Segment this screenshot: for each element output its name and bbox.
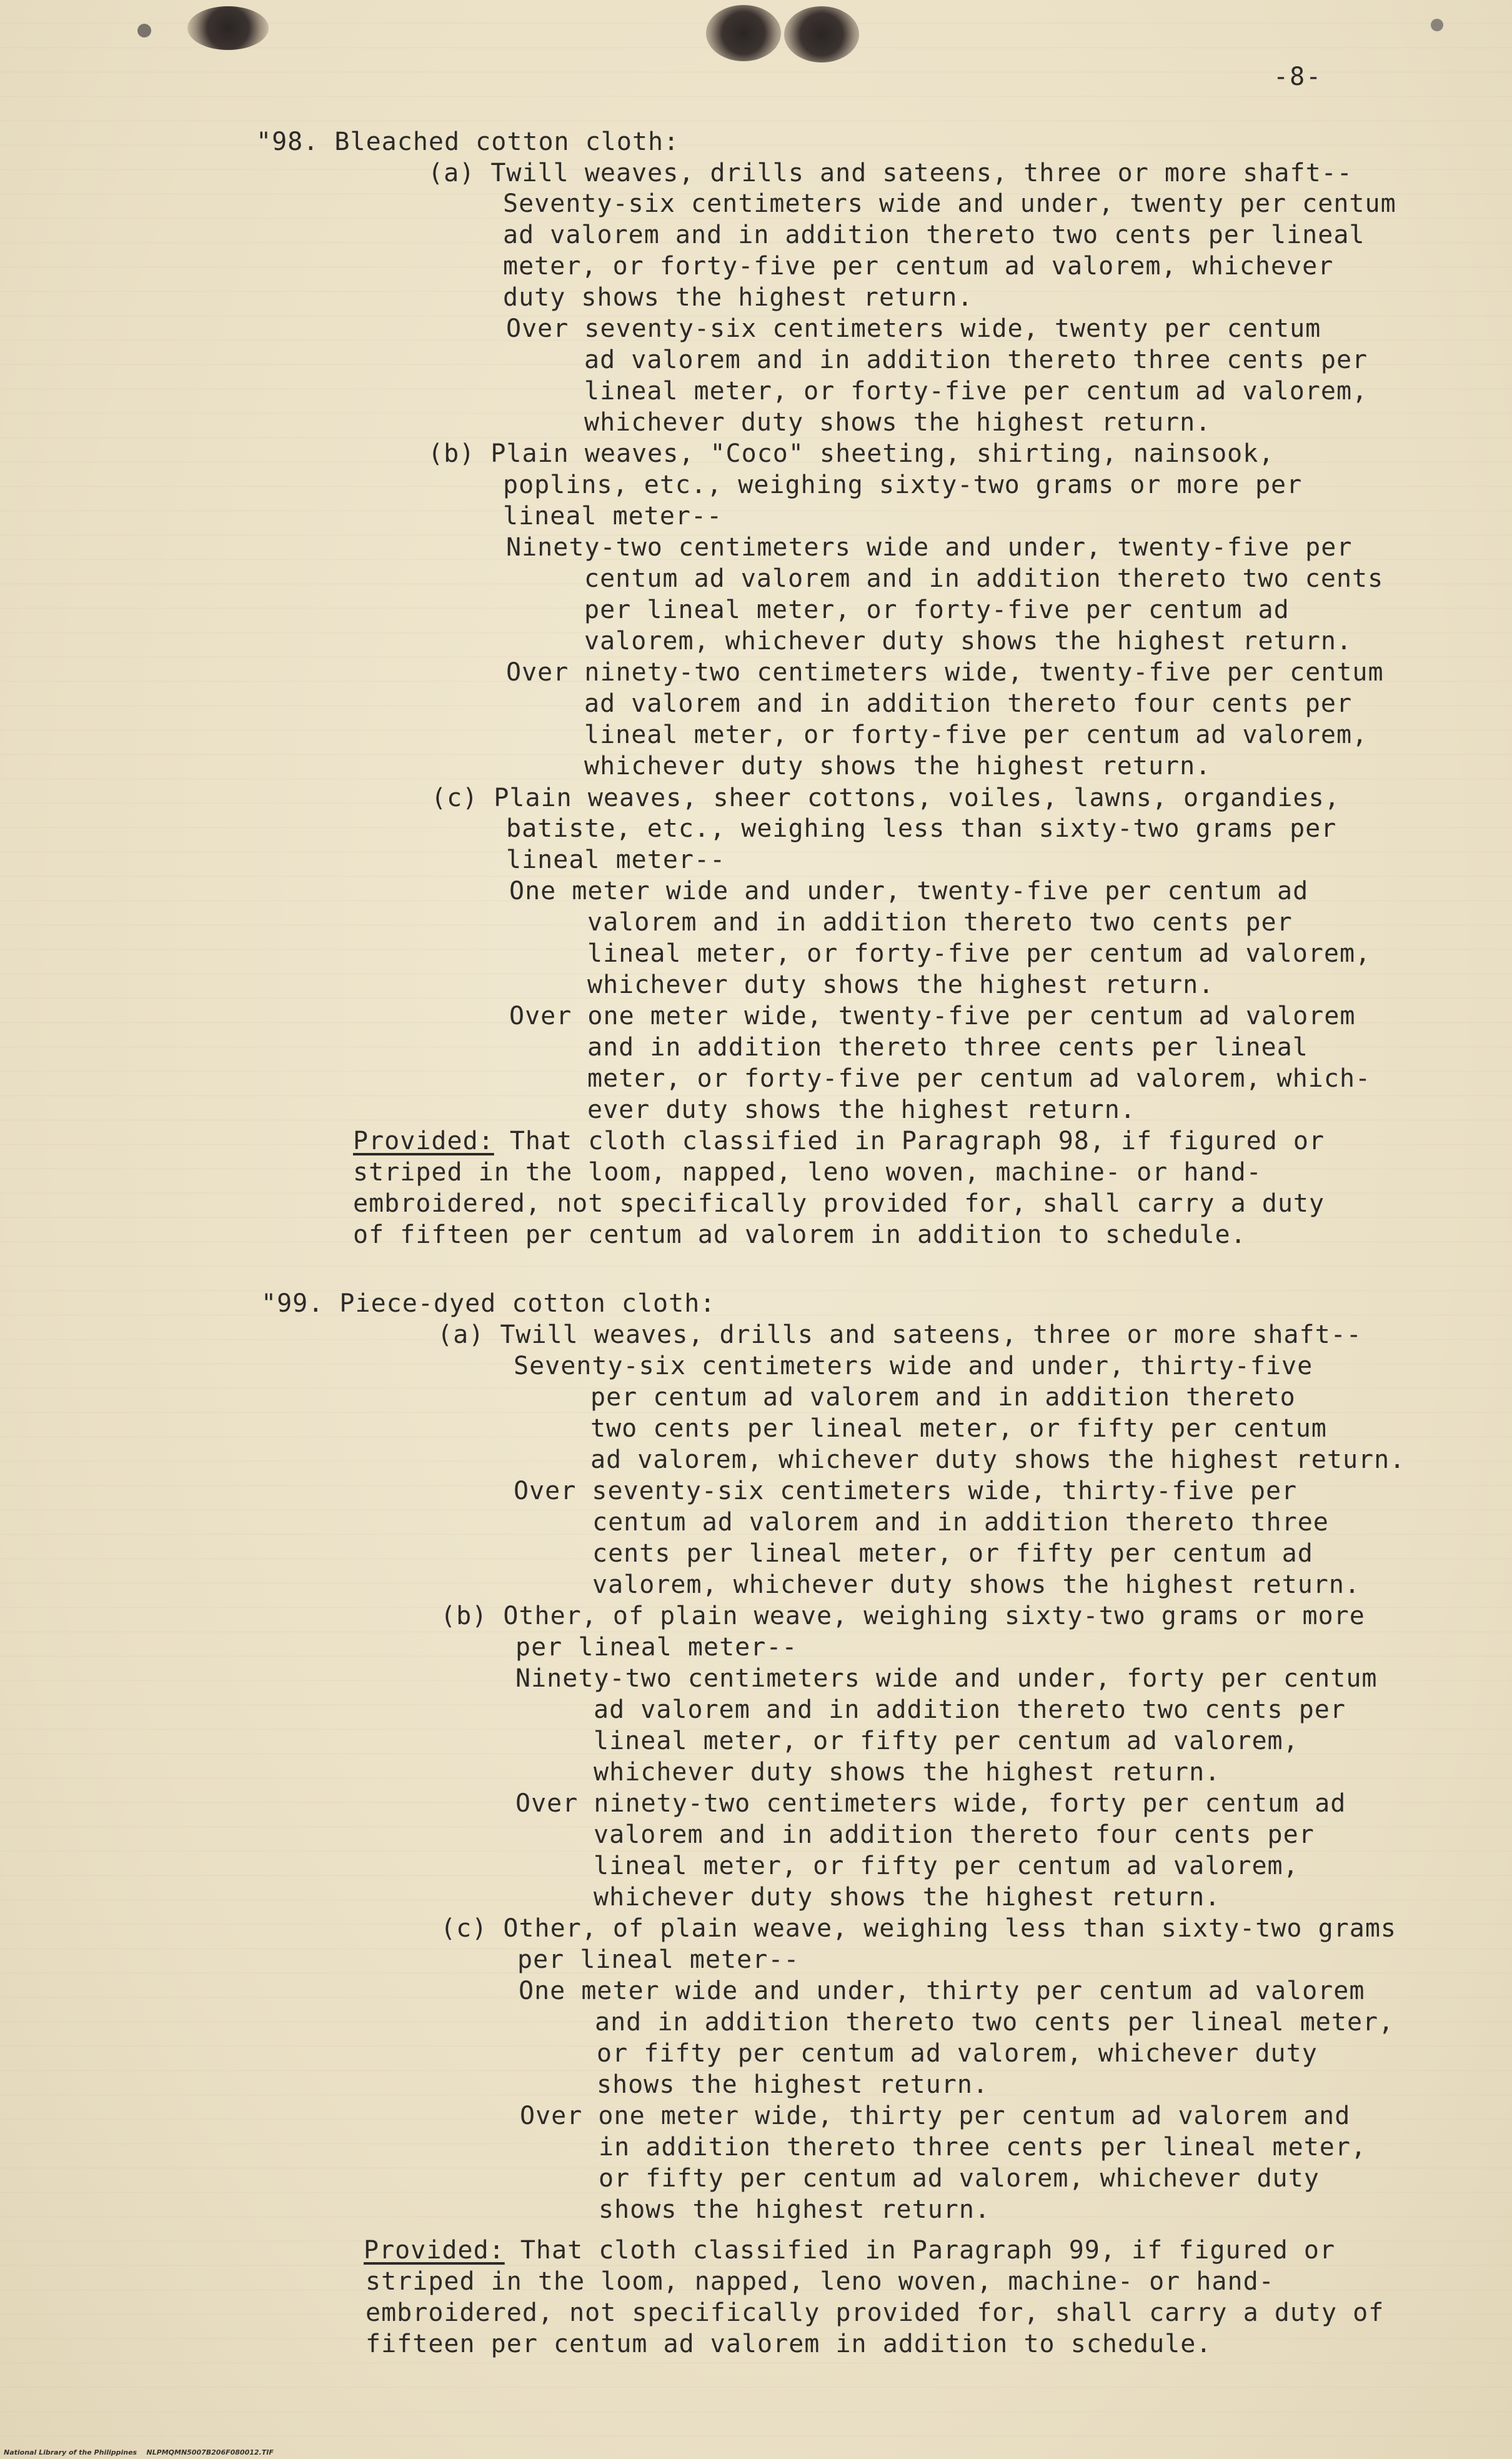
p99-c-line: Over one meter wide, thirty per centum ad valorem and [520, 2102, 1351, 2130]
archive-footer: National Library of the Philippines NLPMQMN5007B206F080012.TIF [4, 2448, 274, 2457]
paragraph-98-heading: "98. Bleached cotton cloth: [256, 127, 680, 156]
p99-c-line: or fifty per centum ad valorem, whichever duty [597, 2039, 1318, 2068]
p98-a-line: whichever duty shows the highest return. [584, 408, 1211, 437]
p99-a-line: (a) Twill weaves, drills and sateens, three or more shaft-- [437, 1320, 1362, 1349]
margin-mark [137, 24, 151, 37]
provided-label: Provided: [353, 1127, 494, 1155]
p99-b-line: lineal meter, or fifty per centum ad valorem, [594, 1727, 1299, 1755]
p98-c-line: ever duty shows the highest return. [587, 1095, 1136, 1124]
p98-b-line: centum ad valorem and in addition thereto two cents [584, 564, 1384, 593]
p98-b-line: per lineal meter, or forty-five per centum ad [584, 596, 1290, 624]
p98-a-line: Over seventy-six centimeters wide, twenty per centum [506, 314, 1321, 343]
p99-b-line: (b) Other, of plain weave, weighing sixty-two grams or more [440, 1602, 1365, 1630]
p99-a-line: valorem, whichever duty shows the highest return. [592, 1570, 1361, 1599]
page-number: -8- [1273, 62, 1323, 91]
p99-b-line: ad valorem and in addition thereto two cents per [594, 1695, 1346, 1724]
p99-b-line: per lineal meter-- [515, 1633, 798, 1662]
provided-text: That cloth classified in Paragraph 98, if figured or [494, 1127, 1325, 1155]
p98-b-line: Over ninety-two centimeters wide, twenty-five per centum [506, 658, 1384, 687]
p99-a-line: centum ad valorem and in addition thereto three [592, 1508, 1329, 1537]
provided-label: Provided: [364, 2236, 505, 2265]
provided-text: That cloth classified in Paragraph 99, if figured or [504, 2236, 1336, 2265]
p99-provided-line-1 [364, 2235, 1335, 2265]
p98-c-line: meter, or forty-five per centum ad valorem, which- [587, 1064, 1371, 1093]
p98-b-line: whichever duty shows the highest return. [584, 752, 1211, 781]
p98-c-line: (c) Plain weaves, sheer cottons, voiles, lawns, organdies, [431, 784, 1340, 812]
p98-a-line: ad valorem and in addition thereto two cents per lineal [503, 221, 1365, 249]
p99-c-line: per lineal meter-- [517, 1945, 800, 1974]
p98-b-line: lineal meter-- [503, 502, 723, 531]
p98-b-line: (b) Plain weaves, "Coco" sheeting, shirting, nainsook, [428, 439, 1275, 468]
p99-a-line: two cents per lineal meter, or fifty per centum [590, 1414, 1327, 1443]
p98-a-line: ad valorem and in addition thereto three cents per [584, 346, 1368, 374]
p99-a-line: Seventy-six centimeters wide and under, thirty-five [514, 1352, 1313, 1380]
p98-b-line: Ninety-two centimeters wide and under, twenty-five per [506, 533, 1353, 562]
p99-b-line: Ninety-two centimeters wide and under, forty per centum [515, 1664, 1378, 1693]
p98-c-line: One meter wide and under, twenty-five per centum ad [509, 877, 1309, 905]
p98-c-line: whichever duty shows the highest return. [587, 970, 1215, 999]
p98-c-line: lineal meter, or forty-five per centum ad valorem, [587, 939, 1371, 968]
p99-a-line: cents per lineal meter, or fifty per centum ad [592, 1539, 1313, 1568]
p98-provided-line: of fifteen per centum ad valorem in addition to schedule. [353, 1220, 1246, 1249]
p98-a-line: (a) Twill weaves, drills and sateens, three or more shaft-- [428, 159, 1353, 187]
p98-c-line: and in addition thereto three cents per lineal [587, 1033, 1308, 1062]
paragraph-99-heading: "99. Piece-dyed cotton cloth: [261, 1289, 716, 1318]
p98-provided-line: embroidered, not specifically provided for, shall carry a duty [353, 1189, 1325, 1218]
binder-hole-center [706, 5, 781, 61]
p98-b-line: ad valorem and in addition thereto four cents per [584, 689, 1353, 718]
p99-c-line: One meter wide and under, thirty per centum ad valorem [519, 1977, 1365, 2005]
p99-c-line: shows the highest return. [597, 2070, 989, 2099]
p99-a-line: per centum ad valorem and in addition thereto [590, 1383, 1296, 1412]
p99-c-line: (c) Other, of plain weave, weighing less than sixty-two grams [440, 1914, 1397, 1943]
p98-provided-line: striped in the loom, napped, leno woven, machine- or hand- [353, 1158, 1262, 1187]
binder-hole-right [784, 6, 859, 62]
margin-mark [1431, 19, 1443, 31]
p99-provided-line: striped in the loom, napped, leno woven, machine- or hand- [366, 2267, 1275, 2296]
p99-a-line: Over seventy-six centimeters wide, thirty-five per [514, 1477, 1298, 1505]
p99-b-line: Over ninety-two centimeters wide, forty per centum ad [515, 1789, 1346, 1818]
p99-b-line: lineal meter, or fifty per centum ad valorem, [594, 1852, 1299, 1880]
p99-provided-line: fifteen per centum ad valorem in addition to schedule. [366, 2330, 1212, 2358]
p99-b-line: whichever duty shows the highest return. [594, 1758, 1221, 1787]
p98-b-line: poplins, etc., weighing sixty-two grams or more per [503, 471, 1303, 499]
p98-c-line: lineal meter-- [506, 845, 726, 874]
p98-a-line: duty shows the highest return. [503, 283, 973, 312]
p99-c-line: or fifty per centum ad valorem, whichever duty [599, 2164, 1320, 2193]
p99-a-line: ad valorem, whichever duty shows the highest return. [590, 1445, 1406, 1474]
p99-provided-line: embroidered, not specifically provided for, shall carry a duty of [366, 2298, 1385, 2327]
p98-a-line: lineal meter, or forty-five per centum ad valorem, [584, 377, 1368, 406]
p98-c-line: batiste, etc., weighing less than sixty-two grams per [506, 814, 1337, 843]
p98-provided-line-1 [353, 1126, 1325, 1156]
p98-b-line: valorem, whichever duty shows the highest return. [584, 627, 1353, 656]
p99-b-line: whichever duty shows the highest return. [594, 1883, 1221, 1912]
p98-c-line: Over one meter wide, twenty-five per centum ad valorem [509, 1002, 1356, 1030]
p99-c-line: in addition thereto three cents per lineal meter, [599, 2133, 1367, 2162]
binder-hole-left [187, 6, 269, 50]
p98-b-line: lineal meter, or forty-five per centum ad valorem, [584, 721, 1368, 749]
p98-a-line: meter, or forty-five per centum ad valorem, whichever [503, 252, 1334, 281]
p99-c-line: shows the highest return. [599, 2195, 991, 2224]
p99-c-line: and in addition thereto two cents per lineal meter, [595, 2008, 1395, 2037]
p99-b-line: valorem and in addition thereto four cents per [594, 1820, 1315, 1849]
p98-a-line: Seventy-six centimeters wide and under, twenty per centum [503, 189, 1396, 218]
p98-c-line: valorem and in addition thereto two cents per [587, 908, 1293, 937]
